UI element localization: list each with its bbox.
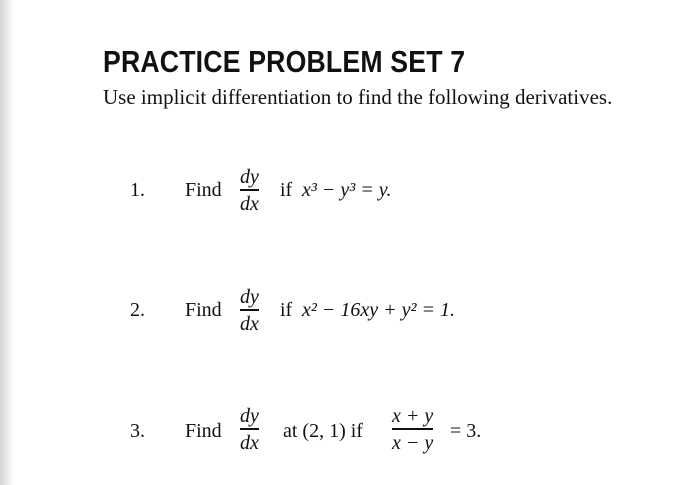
equation: x² − 16xy + y² = 1. [302,299,455,321]
fraction-denominator: dx [240,431,259,454]
condition-prefix: if [280,299,293,321]
condition-prefix: if [280,179,293,201]
fraction-bar [240,428,259,430]
page-edge-shadow [0,0,14,485]
fraction-denominator: dx [240,312,259,335]
problem-number: 3. [130,420,145,442]
derivative-fraction [240,286,259,335]
problem-number: 2. [130,299,145,321]
condition-fraction [392,405,433,454]
equation: x³ − y³ = y. [302,179,392,201]
find-label: Find [185,179,222,201]
fraction-numerator: dy [240,286,259,308]
equation-suffix: = 3. [450,420,482,442]
page-title: PRACTICE PROBLEM SET 7 [103,44,466,79]
problem-3 [130,405,610,465]
instructions-text: Use implicit differentiation to find the following derivatives. [103,85,613,109]
fraction-denominator: x − y [392,431,434,454]
fraction-bar [240,189,259,191]
problem-2 [130,286,610,346]
condition-prefix: at (2, 1) if [283,420,363,442]
problem-1 [130,166,610,226]
derivative-fraction [240,166,259,215]
find-label: Find [185,420,222,442]
fraction-denominator: dx [240,192,259,215]
fraction-numerator: dy [240,405,259,427]
find-label: Find [185,299,222,321]
fraction-numerator: x + y [392,405,434,427]
problem-number: 1. [130,179,145,201]
fraction-numerator: dy [240,166,259,188]
derivative-fraction [240,405,259,454]
fraction-bar [392,428,433,430]
fraction-bar [240,309,259,311]
